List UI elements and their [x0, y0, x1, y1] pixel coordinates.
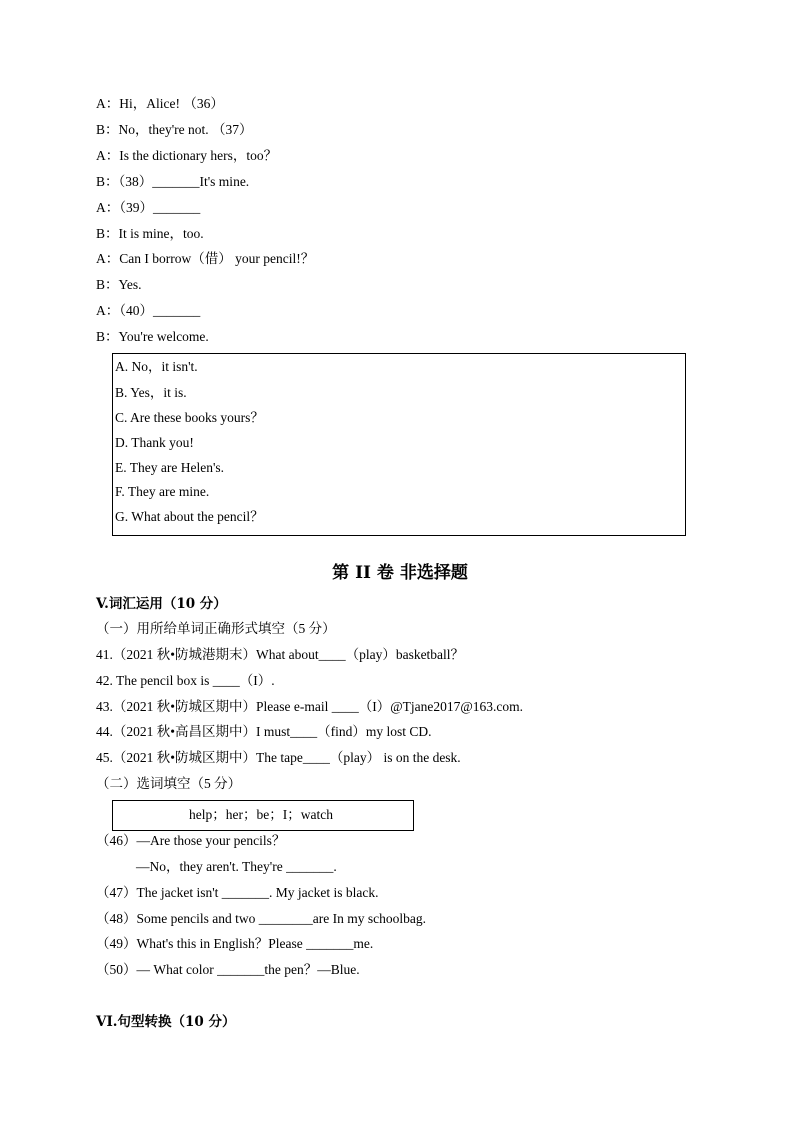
option-e: E. They are Helen's. — [115, 460, 225, 475]
dialogue-line: B：Yes. — [96, 277, 142, 292]
dialogue-line: B：It is mine，too. — [96, 226, 204, 241]
option-c: C. Are these books yours？ — [115, 410, 264, 425]
option-b: B. Yes，it is. — [115, 385, 187, 400]
question-41: 41.（2021 秋•防城港期末）What about____（play）basketball？ — [96, 647, 465, 662]
word-bank: help；her；be；I；watch — [189, 807, 333, 822]
dialogue-line-40: A：（40）_______ — [96, 303, 201, 318]
question-47: （47）The jacket isn't _______. My jacket is black. — [96, 885, 379, 900]
dialogue-line-37: B：No，they're not. （37） — [96, 122, 253, 137]
word-bank-box — [112, 800, 414, 831]
question-45: 45.（2021 秋•防城区期中）The tape____（play） is on the desk. — [96, 750, 461, 765]
question-42: 42. The pencil box is ____（I）. — [96, 673, 275, 688]
dialogue-line-39: A：（39）_______ — [96, 200, 201, 215]
option-a: A. No，it isn't. — [115, 359, 198, 374]
dialogue-line-36: A：Hi，Alice! （36） — [96, 96, 224, 111]
dialogue-line: A：Is the dictionary hers，too？ — [96, 148, 278, 163]
dialogue-line-38: B：（38）_______It's mine. — [96, 174, 250, 189]
question-48: （48）Some pencils and two ________are In my schoolbag. — [96, 911, 426, 926]
question-50: （50）— What color _______the pen？—Blue. — [96, 962, 360, 977]
option-d: D. Thank you! — [115, 435, 194, 450]
part6-heading: VI.句型转换（10 分） — [96, 1014, 236, 1030]
question-44: 44.（2021 秋•高昌区期中）I must____（find）my lost CD. — [96, 724, 432, 739]
part5-sub2: （二）选词填空（5 分） — [96, 776, 242, 791]
part5-sub1: （一）用所给单词正确形式填空（5 分） — [96, 621, 336, 636]
question-46-response: —No，they aren't. They're _______. — [136, 859, 337, 874]
option-g: G. What about the pencil？ — [115, 509, 264, 524]
option-f: F. They are mine. — [115, 484, 210, 499]
question-43: 43.（2021 秋•防城区期中）Please e-mail ____（I）@Tjane2017@163.com. — [96, 699, 524, 714]
part5-heading: V.词汇运用（10 分） — [96, 596, 227, 612]
section-title: 第 II 卷 非选择题 — [332, 563, 468, 583]
dialogue-line: B：You're welcome. — [96, 329, 209, 344]
question-49: （49）What's this in English？Please _______me. — [96, 936, 374, 951]
dialogue-line: A：Can I borrow（借） your pencil!？ — [96, 251, 315, 266]
question-46: （46）—Are those your pencils？ — [96, 833, 286, 848]
options-box — [112, 353, 686, 536]
